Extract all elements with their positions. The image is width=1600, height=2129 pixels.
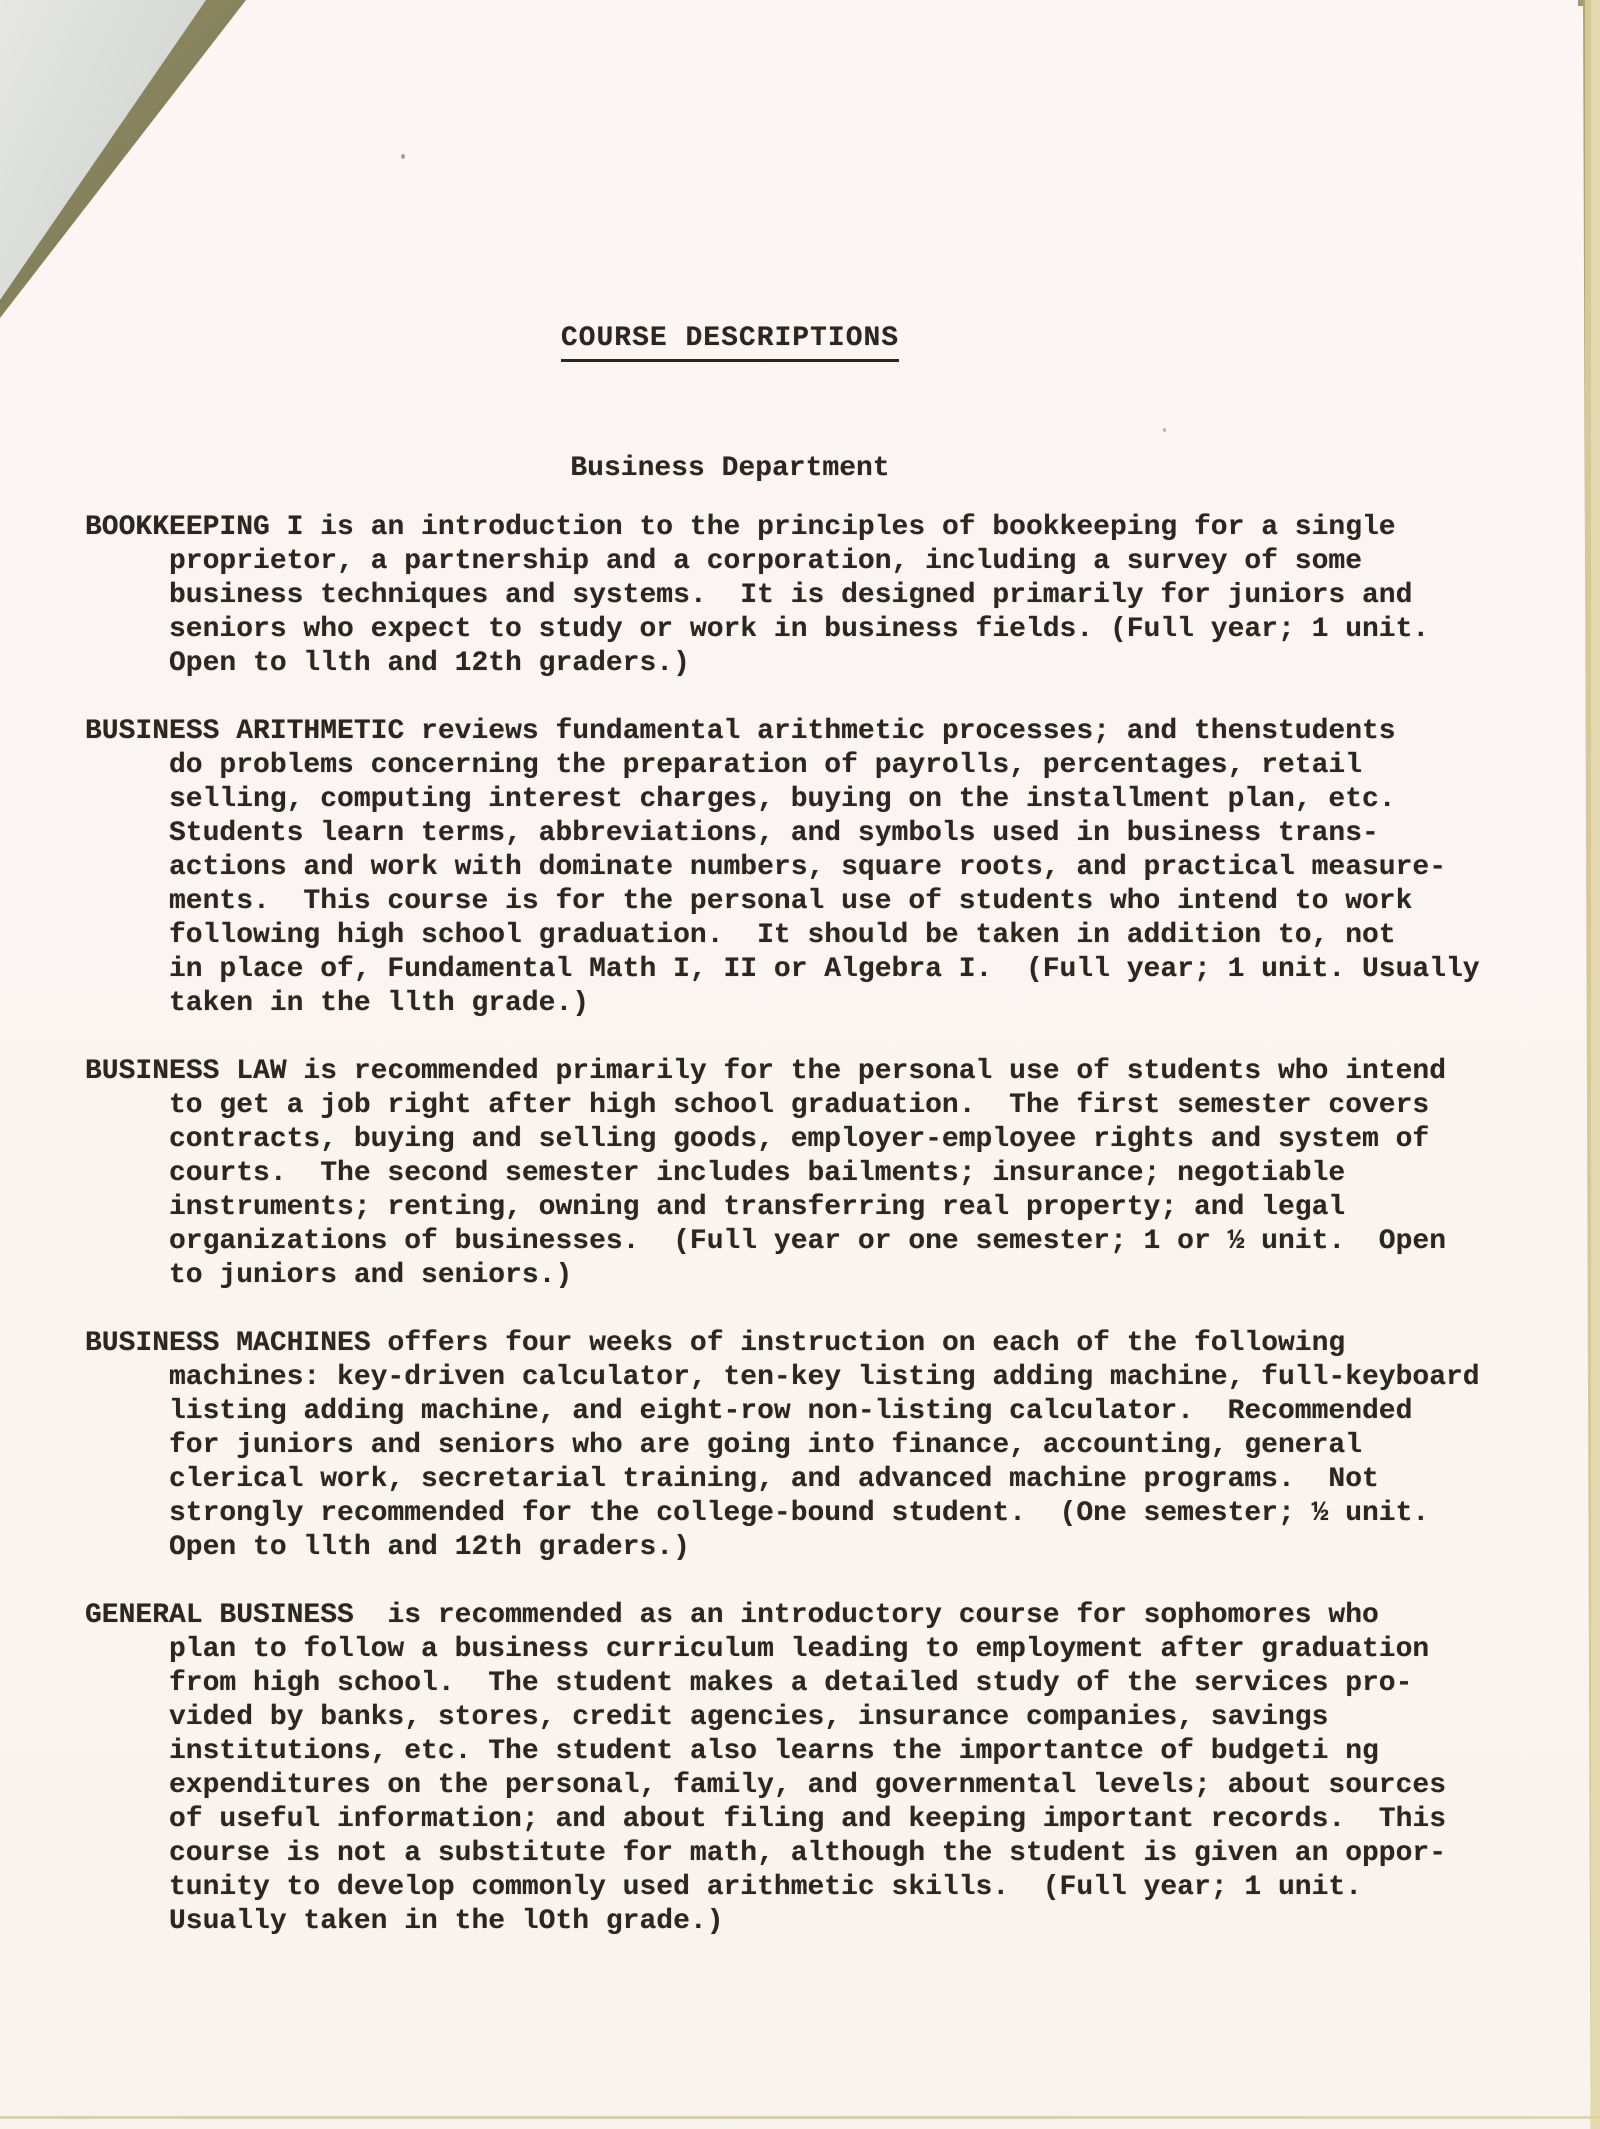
course-list	[85, 511, 1600, 1939]
scan-speck	[1163, 428, 1166, 432]
course-paragraph-general-business	[85, 1599, 1600, 1939]
course-line: machines: key-driven calculator, ten-key listing adding machine, full-keyboard	[169, 1362, 1480, 1393]
course-line: BUSINESS LAW is recommended primarily for the personal use of students who intend	[85, 1056, 1447, 1087]
course-line: listing adding machine, and eight-row non-listing calculator. Recommended	[169, 1396, 1413, 1427]
course-line: organizations of businesses. (Full year or one semester; 1 or ½ unit. Open	[169, 1226, 1447, 1257]
course-paragraph-business-law	[85, 1055, 1600, 1293]
course-line: strongly recommended for the college-bound student. (One semester; ½ unit.	[169, 1498, 1430, 1529]
course-paragraph-business-machines	[85, 1327, 1600, 1565]
course-line: selling, computing interest charges, buying on the installment plan, etc.	[169, 784, 1396, 815]
department-heading: Business Department	[570, 453, 890, 484]
course-line: in place of, Fundamental Math I, II or Algebra I. (Full year; 1 unit. Usually	[169, 954, 1480, 985]
course-line: course is not a substitute for math, although the student is given an oppor-	[169, 1838, 1447, 1869]
course-line: tunity to develop commonly used arithmetic skills. (Full year; 1 unit.	[169, 1872, 1362, 1903]
course-line: instruments; renting, owning and transferring real property; and legal	[169, 1192, 1346, 1223]
department-heading-row	[0, 452, 1460, 486]
course-line: plan to follow a business curriculum leading to employment after graduation	[169, 1634, 1430, 1665]
course-line: to juniors and seniors.)	[169, 1260, 573, 1291]
course-line: following high school graduation. It should be taken in addition to, not	[169, 920, 1396, 951]
course-line: vided by banks, stores, credit agencies, insurance companies, savings	[169, 1702, 1329, 1733]
course-line: from high school. The student makes a detailed study of the services pro-	[169, 1668, 1413, 1699]
course-line: Open to llth and 12th graders.)	[169, 648, 690, 679]
course-line: ments. This course is for the personal use of students who intend to work	[169, 886, 1413, 917]
scan-speck	[401, 154, 405, 159]
course-paragraph-bookkeeping-i	[85, 511, 1600, 681]
course-line: seniors who expect to study or work in business fields. (Full year; 1 unit.	[169, 614, 1430, 645]
course-line: Open to llth and 12th graders.)	[169, 1532, 690, 1563]
page-title-row	[0, 0, 1460, 362]
course-line: expenditures on the personal, family, and governmental levels; about sources	[169, 1770, 1447, 1801]
page-edge-bottom	[0, 2116, 1600, 2119]
course-line: actions and work with dominate numbers, square roots, and practical measure-	[169, 852, 1447, 883]
page-title: COURSE DESCRIPTIONS	[561, 322, 899, 362]
course-line: proprietor, a partnership and a corporation, including a survey of some	[169, 546, 1362, 577]
course-line: contracts, buying and selling goods, employer-employee rights and system of	[169, 1124, 1430, 1155]
course-line: GENERAL BUSINESS is recommended as an introductory course for sophomores who	[85, 1600, 1379, 1631]
course-line: business techniques and systems. It is designed primarily for juniors and	[169, 580, 1413, 611]
course-line: BUSINESS ARITHMETIC reviews fundamental arithmetic processes; and thenstudents	[85, 716, 1396, 747]
course-line: for juniors and seniors who are going into finance, accounting, general	[169, 1430, 1362, 1461]
course-line: BOOKKEEPING I is an introduction to the principles of bookkeeping for a single	[85, 512, 1396, 543]
course-paragraph-business-arithmetic	[85, 715, 1600, 1021]
course-line: institutions, etc. The student also learns the importantce of budgeti ng	[169, 1736, 1379, 1767]
course-line: do problems concerning the preparation of payrolls, percentages, retail	[169, 750, 1362, 781]
course-line: clerical work, secretarial training, and advanced machine programs. Not	[169, 1464, 1379, 1495]
course-line: of useful information; and about filing and keeping important records. This	[169, 1804, 1447, 1835]
course-line: Usually taken in the lOth grade.)	[169, 1906, 724, 1937]
course-line: courts. The second semester includes bailments; insurance; negotiable	[169, 1158, 1346, 1189]
course-line: taken in the llth grade.)	[169, 988, 590, 1019]
course-line: BUSINESS MACHINES offers four weeks of instruction on each of the following	[85, 1328, 1346, 1359]
course-line: Students learn terms, abbreviations, and symbols used in business trans-	[169, 818, 1379, 849]
course-line: to get a job right after high school graduation. The first semester covers	[169, 1090, 1430, 1121]
